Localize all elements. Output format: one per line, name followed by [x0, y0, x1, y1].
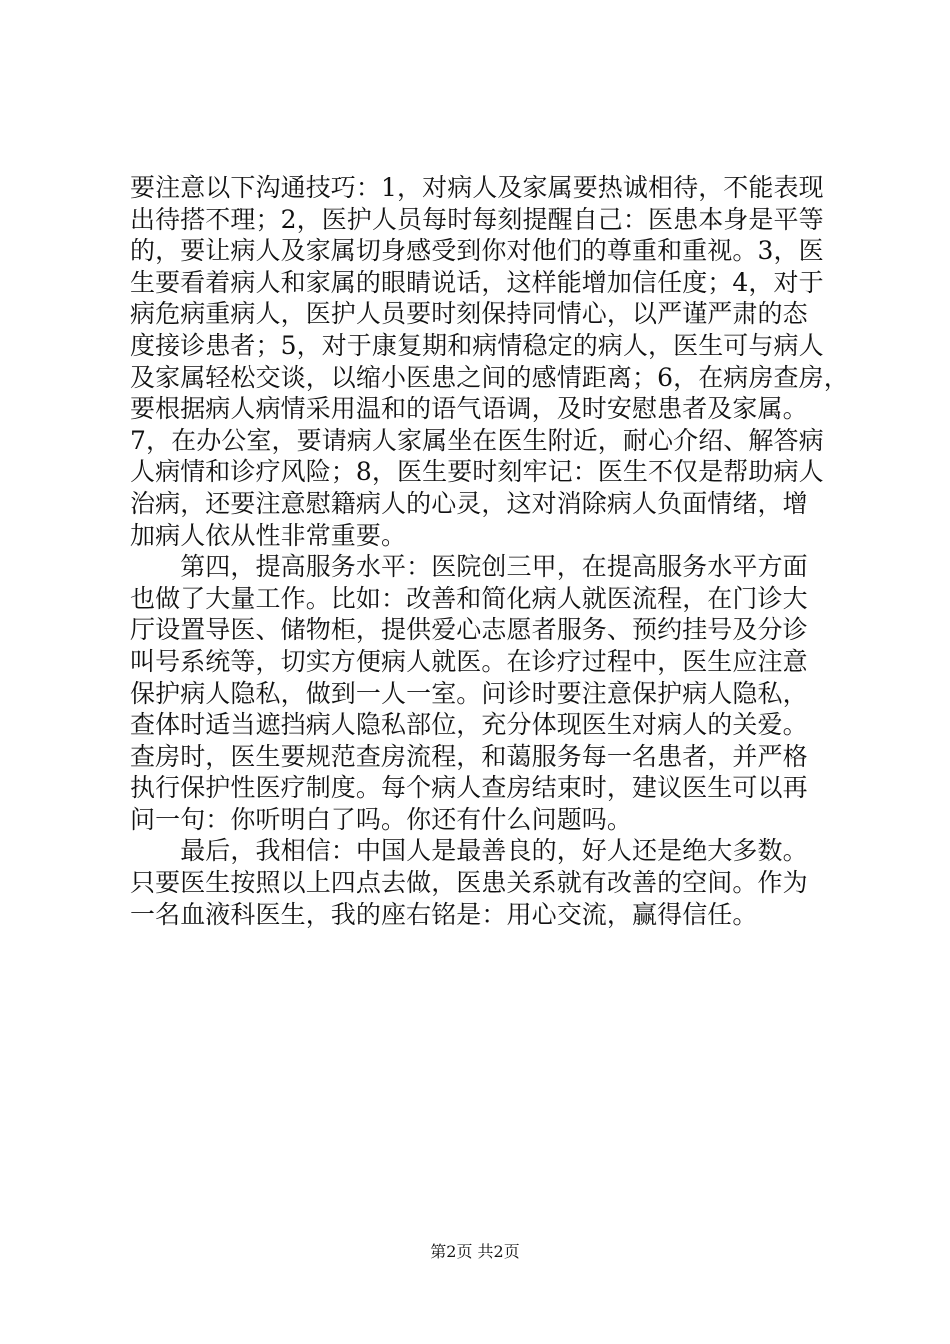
- text-line: 一名血液科医生，我的座右铭是：用心交流，赢得信任。: [130, 899, 758, 929]
- text-line: 7，在办公室，要请病人家属坐在医生附近，耐心介绍、解答病: [130, 425, 824, 455]
- text-line: 要注意以下沟通技巧：1，对病人及家属要热诚相待，不能表现: [130, 173, 824, 202]
- text-line: 只要医生按照以上四点去做，医患关系就有改善的空间。作为: [130, 868, 808, 898]
- text-line: 叫号系统等，切实方便病人就医。在诊疗过程中，医生应注意: [130, 646, 808, 676]
- paragraph-start-line: 第四，提高服务水平：医院创三甲，在提高服务水平方面: [130, 552, 808, 582]
- text-line: 厅设置导医、储物柜，提供爱心志愿者服务、预约挂号及分诊: [130, 615, 808, 645]
- text-line: 执行保护性医疗制度。每个病人查房结束时，建议医生可以再: [130, 773, 808, 803]
- page-number: 第2页 共2页: [430, 1242, 520, 1261]
- text-line: 加病人依从性非常重要。: [130, 520, 407, 550]
- text-line: 度接诊患者；5，对于康复期和病情稳定的病人，医生可与病人: [130, 330, 824, 360]
- text-line: 问一句：你听明白了吗。你还有什么问题吗。: [130, 804, 633, 834]
- page-footer: [0, 1241, 950, 1263]
- text-line: 也做了大量工作。比如：改善和简化病人就医流程，在门诊大: [130, 583, 808, 613]
- text-line: 生要看着病人和家属的眼睛说话，这样能增加信任度；4，对于: [130, 267, 824, 297]
- text-line: 病危病重病人，医护人员要时刻保持同情心，以严谨严肃的态: [130, 299, 808, 329]
- text-line: 人病情和诊疗风险；8，医生要时刻牢记：医生不仅是帮助病人: [130, 457, 824, 487]
- paragraph-start-line: 最后，我相信：中国人是最善良的，好人还是绝大多数。: [130, 836, 808, 866]
- text-line: 查体时适当遮挡病人隐私部位，充分体现医生对病人的关爱。: [130, 710, 808, 740]
- body-text: [130, 172, 849, 930]
- text-line: 及家属轻松交谈，以缩小医患之间的感情距离；6，在病房查房，: [130, 362, 849, 392]
- text-line: 出待搭不理；2，医护人员每时每刻提醒自己：医患本身是平等: [130, 204, 824, 234]
- text-line: 查房时，医生要规范查房流程，和蔼服务每一名患者，并严格: [130, 741, 808, 771]
- text-line: 要根据病人病情采用温和的语气语调，及时安慰患者及家属。: [130, 394, 808, 424]
- text-line: 治病，还要注意慰籍病人的心灵，这对消除病人负面情绪，增: [130, 488, 808, 518]
- text-line: 保护病人隐私，做到一人一室。问诊时要注意保护病人隐私，: [130, 678, 808, 708]
- text-line: 的，要让病人及家属切身感受到你对他们的尊重和重视。3，医: [130, 236, 824, 266]
